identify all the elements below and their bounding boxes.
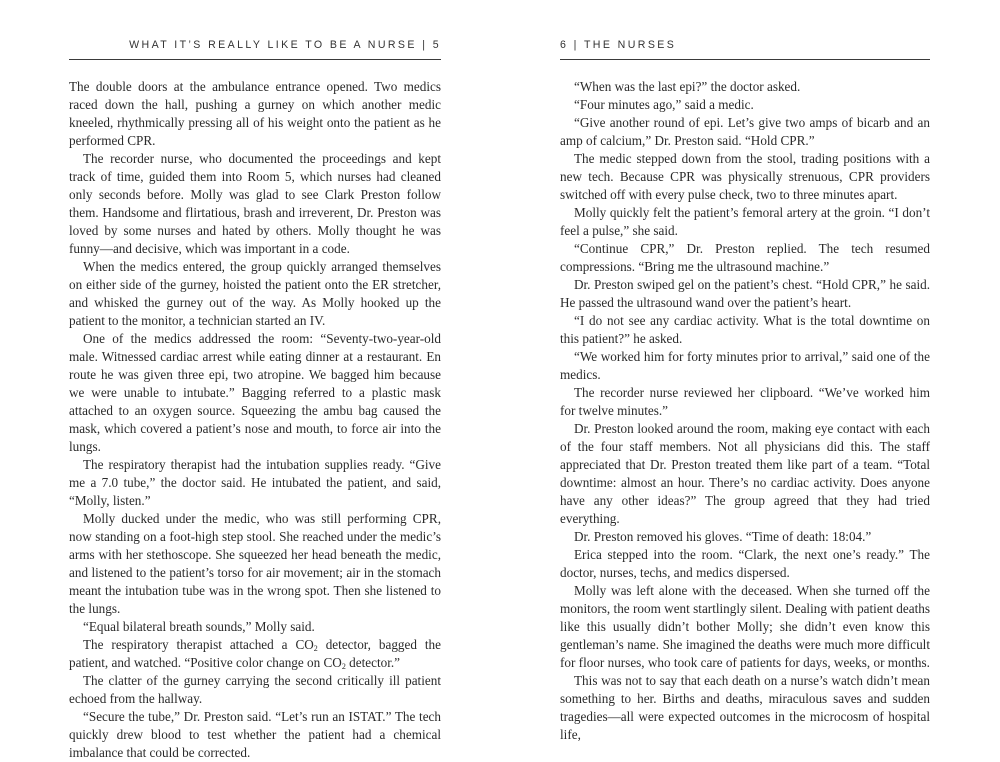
- paragraph: “Secure the tube,” Dr. Preston said. “Let’s run an ISTAT.” The tech quickly drew blood to test whether the patient had a chemical imbalance that could be corrected.: [69, 709, 441, 760]
- paragraph: Dr. Preston removed his gloves. “Time of death: 18:04.”: [574, 529, 872, 544]
- right-page-body: [560, 78, 930, 744]
- paragraph: Dr. Preston swiped gel on the patient’s chest. “Hold CPR,” he said. He passed the ultrasound wand over the patient’s heart.: [560, 277, 930, 310]
- paragraph: Molly quickly felt the patient’s femoral artery at the groin. “I don’t feel a pulse,” she said.: [560, 205, 930, 238]
- paragraph: This was not to say that each death on a nurse’s watch didn’t mean something to her. Births and deaths, miraculous saves and sudden tragedies—all were expected outcomes in the microcosm of hospital life,: [560, 673, 930, 742]
- text-run: The respiratory therapist attached a CO: [83, 637, 314, 652]
- paragraph: “Continue CPR,” Dr. Preston replied. The tech resumed compressions. “Bring me the ultrasound machine.”: [560, 241, 930, 274]
- subscript: 2: [341, 662, 346, 671]
- paragraph: When the medics entered, the group quickly arranged themselves on either side of the gurney, hoisted the patient onto the ER stretcher, and whisked the gurney out of the way. As Molly hooked up the patient to the monitor, a technician started an IV.: [69, 259, 441, 328]
- paragraph: The clatter of the gurney carrying the second critically ill patient echoed from the hallway.: [69, 673, 441, 706]
- paragraph: Erica stepped into the room. “Clark, the next one’s ready.” The doctor, nurses, techs, and medics dispersed.: [560, 547, 930, 580]
- paragraph: “I do not see any cardiac activity. What is the total downtime on this patient?” he asked.: [560, 313, 930, 346]
- running-head-right: 6 | THE NURSES: [560, 39, 930, 60]
- paragraph: The recorder nurse reviewed her clipboard. “We’ve worked him for twelve minutes.”: [560, 385, 930, 418]
- paragraph: Molly was left alone with the deceased. When she turned off the monitors, the room went startlingly silent. Dealing with patient deaths like this usually didn’t bother Molly; she didn’t even know this gentleman’s name. She imagined the deaths were much more difficult for floor nurses, who took care of patients for days, weeks, or months.: [560, 583, 930, 670]
- paragraph: Dr. Preston looked around the room, making eye contact with each of the four staff members. Not all physicians did this. The staff appreciated that Dr. Preston treated them like part of a team. “Total downtime: almost an hour. There’s no cardiac activity. Does anyone have any other ideas?” The group agreed that they had tried everything.: [560, 421, 930, 526]
- running-head-left: WHAT IT’S REALLY LIKE TO BE A NURSE | 5: [69, 39, 441, 60]
- paragraph: “Give another round of epi. Let’s give two amps of bicarb and an amp of calcium,” Dr. Preston said. “Hold CPR.”: [560, 115, 930, 148]
- paragraph: The medic stepped down from the stool, trading positions with a new tech. Because CPR was physically strenuous, CPR providers switched off with every pulse check, two to three minutes apart.: [560, 151, 930, 202]
- paragraph-co2: [69, 636, 441, 672]
- paragraph: The double doors at the ambulance entrance opened. Two medics raced down the hall, pushing a gurney on which another medic kneeled, rhythmically pressing all of his weight onto the patient as he performed CPR.: [69, 79, 441, 148]
- paragraph: Molly ducked under the medic, who was still performing CPR, now standing on a foot-high step stool. She reached under the medic’s arms with her stethoscope. She squeezed her head beneath the medic, and listened to the patient’s torso for air movement; air in the stomach meant the intubation tube was in the wrong spot. Then she listened to the lungs.: [69, 511, 441, 616]
- paragraph: “We worked him for forty minutes prior to arrival,” said one of the medics.: [560, 349, 930, 382]
- subscript: 2: [313, 644, 318, 653]
- paragraph: One of the medics addressed the room: “Seventy-two-year-old male. Witnessed cardiac arrest while eating dinner at a restaurant. En route he was given three epi, two atropine. We bagged him because we were unable to intubate.” Bagging referred to a plastic mask attached to an oxygen source. Squeezing the ambu bag caused the mask, which covered a patient’s nose and mouth, to force air into the lungs.: [69, 331, 441, 454]
- text-run: detector.”: [345, 655, 401, 670]
- paragraph: The recorder nurse, who documented the proceedings and kept track of time, guided them into Room 5, which nurses had cleaned only seconds before. Molly was glad to see Clark Preston follow them. Handsome and flirtatious, brash and irreverent, Dr. Preston was loved by some nurses and hated by others. Molly thought he was funny—and decisive, which was important in a code.: [69, 151, 441, 256]
- paragraph: The respiratory therapist had the intubation supplies ready. “Give me a 7.0 tube,” the doctor said. He intubated the patient, and said, “Molly, listen.”: [69, 457, 441, 508]
- text-run: detector, bagged the patient, and watched. “Positive color change on CO: [69, 637, 441, 670]
- paragraph: “Four minutes ago,” said a medic.: [574, 97, 754, 112]
- paragraph: “When was the last epi?” the doctor asked.: [574, 79, 801, 94]
- left-page-body: [69, 78, 441, 762]
- paragraph: “Equal bilateral breath sounds,” Molly said.: [83, 619, 315, 634]
